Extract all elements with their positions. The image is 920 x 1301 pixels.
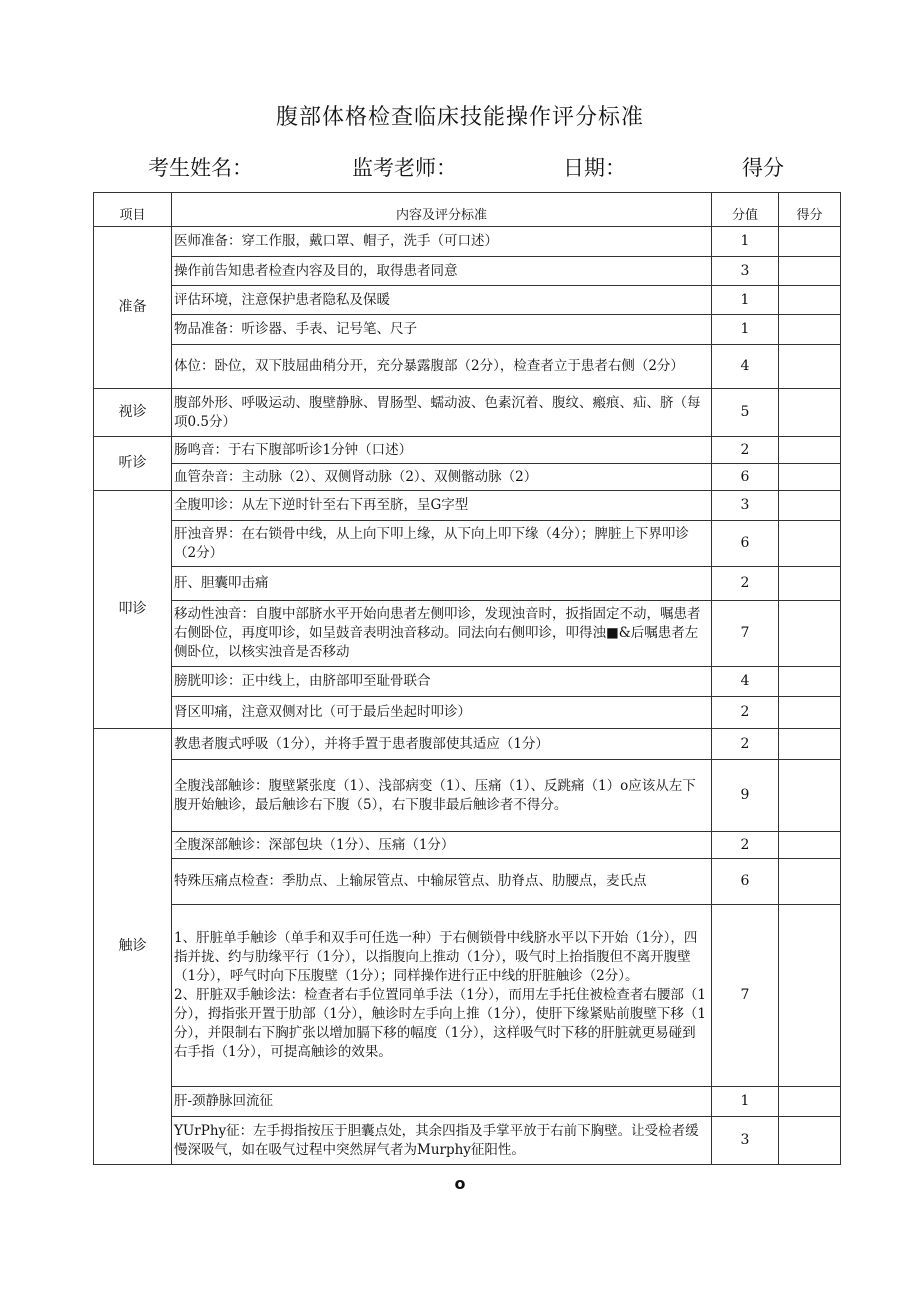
section-name: 触诊 (94, 729, 172, 1165)
criteria-text: 评估环境，注意保护患者隐私及保暖 (172, 286, 712, 315)
points-value: 1 (712, 1087, 779, 1117)
scored-cell[interactable] (779, 521, 841, 567)
criteria-text: 肾区叩痛，注意双侧对比（可于最后坐起时叩诊） (172, 697, 712, 729)
criteria-text: 医师准备：穿工作服，戴口罩、帽子，洗手（可口述） (172, 227, 712, 257)
scored-cell[interactable] (779, 1087, 841, 1117)
table-row (94, 345, 841, 389)
table-row (94, 832, 841, 859)
scored-cell[interactable] (779, 491, 841, 521)
table-row (94, 464, 841, 491)
table-row (94, 697, 841, 729)
table-row (94, 567, 841, 601)
criteria-text: 膀胱叩诊：正中线上，由脐部叩至耻骨联合 (172, 667, 712, 697)
header-scored: 得分 (779, 193, 841, 227)
table-row (94, 729, 841, 760)
scored-cell[interactable] (779, 345, 841, 389)
table-row (94, 1117, 841, 1165)
points-value: 6 (712, 521, 779, 567)
table-row (94, 286, 841, 315)
points-value: 6 (712, 859, 779, 905)
table-row (94, 905, 841, 1087)
section-name: 听诊 (94, 437, 172, 491)
section-name: 准备 (94, 227, 172, 389)
criteria-text: 教患者腹式呼吸（1分），并将手置于患者腹部使其适应（1分） (172, 729, 712, 760)
points-value: 1 (712, 315, 779, 345)
points-value: 6 (712, 464, 779, 491)
points-value: 7 (712, 905, 779, 1087)
table-row (94, 257, 841, 286)
criteria-text: 肠鸣音：于右下腹部听诊1分钟（口述） (172, 437, 712, 464)
points-value: 1 (712, 227, 779, 257)
points-value: 4 (712, 667, 779, 697)
criteria-text: 特殊压痛点检查：季肋点、上输尿管点、中输尿管点、肋脊点、肋腰点，麦氏点 (172, 859, 712, 905)
section-name: 叩诊 (94, 491, 172, 729)
criteria-text: 腹部外形、呼吸运动、腹壁静脉、胃肠型、蠕动波、色素沉着、腹纹、瘢痕、疝、脐（每项0.5分） (172, 389, 712, 437)
table-row (94, 315, 841, 345)
criteria-text: 1、肝脏单手触诊（单手和双手可任选一种）于右侧锁骨中线脐水平以下开始（1分），四指并拢、约与肋缘平行（1分），以指腹向上推动（1分），吸气时上抬指腹但不离开腹壁（1分），呼气时向下压腹壁（1分）；同样操作进行正中线的肝脏触诊（2分）。 2、肝脏双手触诊法：检查者右手位置同单手法（1分），而用左手托住被检查者右腰部（1分），拇指张开置于肋部（1分），触诊时左手向上推（1分），使肝下缘紧贴前腹壁下移（1分），并限制右下胸扩张以增加膈下移的幅度（1分），这样吸气时下移的肝脏就更易碰到右手指（1分），可提高触诊的效果。 (172, 905, 712, 1087)
scored-cell[interactable] (779, 601, 841, 667)
table-header-row (94, 193, 841, 227)
points-value: 2 (712, 697, 779, 729)
points-value: 2 (712, 729, 779, 760)
header-points: 分值 (712, 193, 779, 227)
table-row (94, 389, 841, 437)
scored-cell[interactable] (779, 464, 841, 491)
scored-cell[interactable] (779, 667, 841, 697)
scored-cell[interactable] (779, 859, 841, 905)
points-value: 3 (712, 491, 779, 521)
scored-cell[interactable] (779, 437, 841, 464)
section-name: 视诊 (94, 389, 172, 437)
table-row (94, 491, 841, 521)
table-row (94, 1087, 841, 1117)
points-value: 5 (712, 389, 779, 437)
criteria-text: 物品准备：听诊器、手表、记号笔、尺子 (172, 315, 712, 345)
criteria-text: 全腹叩诊：从左下逆时针至右下再至脐，呈G字型 (172, 491, 712, 521)
points-value: 3 (712, 1117, 779, 1165)
scored-cell[interactable] (779, 257, 841, 286)
criteria-text: 肝-颈静脉回流征 (172, 1087, 712, 1117)
table-body (94, 227, 841, 1165)
criteria-text: YUrPhy征：左手拇指按压于胆囊点处，其余四指及手掌平放于右前下胸壁。让受检者缓慢深吸气，如在吸气过程中突然屏气者为Murphy征阳性。 (172, 1117, 712, 1165)
table-row (94, 601, 841, 667)
table-row (94, 667, 841, 697)
table-row (94, 437, 841, 464)
criteria-text: 操作前告知患者检查内容及目的，取得患者同意 (172, 257, 712, 286)
date-label: 日期： (563, 156, 626, 180)
criteria-text: 肝、胆囊叩击痛 (172, 567, 712, 601)
criteria-text: 肝浊音界：在右锁骨中线，从上向下叩上缘，从下向上叩下缘（4分）；脾脏上下界叩诊（2分） (172, 521, 712, 567)
points-value: 3 (712, 257, 779, 286)
scored-cell[interactable] (779, 389, 841, 437)
table-row (94, 760, 841, 832)
table-row (94, 227, 841, 257)
scored-cell[interactable] (779, 729, 841, 760)
scored-cell[interactable] (779, 760, 841, 832)
criteria-text: 全腹浅部触诊：腹壁紧张度（1）、浅部病变（1）、压痛（1）、反跳痛（1）o应该从左下腹开始触诊，最后触诊右下腹（5），右下腹非最后触诊者不得分。 (172, 760, 712, 832)
points-value: 7 (712, 601, 779, 667)
header-item: 项目 (94, 193, 172, 227)
criteria-text: 血管杂音：主动脉（2）、双侧肾动脉（2）、双侧髂动脉（2） (172, 464, 712, 491)
scoring-table (93, 192, 841, 1165)
scored-cell[interactable] (779, 286, 841, 315)
table-row (94, 521, 841, 567)
document-title: 腹部体格检查临床技能操作评分标准 (275, 105, 644, 130)
page-footer-mark: o (454, 1174, 466, 1193)
scored-cell[interactable] (779, 227, 841, 257)
points-value: 9 (712, 760, 779, 832)
scored-cell[interactable] (779, 315, 841, 345)
examinee-name-label: 考生姓名： (148, 156, 253, 180)
criteria-text: 移动性浊音：自腹中部脐水平开始向患者左侧叩诊，发现浊音时，扳指固定不动，嘱患者右侧卧位，再度叩诊，如呈鼓音表明浊音移动。同法向右侧叩诊，叩得浊■&后嘱患者左侧卧位，以核实浊音是否移动 (172, 601, 712, 667)
points-value: 1 (712, 286, 779, 315)
total-score-label: 得分 (742, 156, 784, 180)
points-value: 2 (712, 832, 779, 859)
points-value: 2 (712, 437, 779, 464)
scored-cell[interactable] (779, 697, 841, 729)
header-content: 内容及评分标准 (172, 193, 712, 227)
criteria-text: 体位：卧位，双下肢屈曲稍分开，充分暴露腹部（2分），检查者立于患者右侧（2分） (172, 345, 712, 389)
scored-cell[interactable] (779, 567, 841, 601)
scored-cell[interactable] (779, 905, 841, 1087)
proctor-label: 监考老师： (352, 156, 457, 180)
points-value: 4 (712, 345, 779, 389)
scored-cell[interactable] (779, 1117, 841, 1165)
table-row (94, 859, 841, 905)
criteria-text: 全腹深部触诊：深部包块（1分）、压痛（1分） (172, 832, 712, 859)
points-value: 2 (712, 567, 779, 601)
scored-cell[interactable] (779, 832, 841, 859)
